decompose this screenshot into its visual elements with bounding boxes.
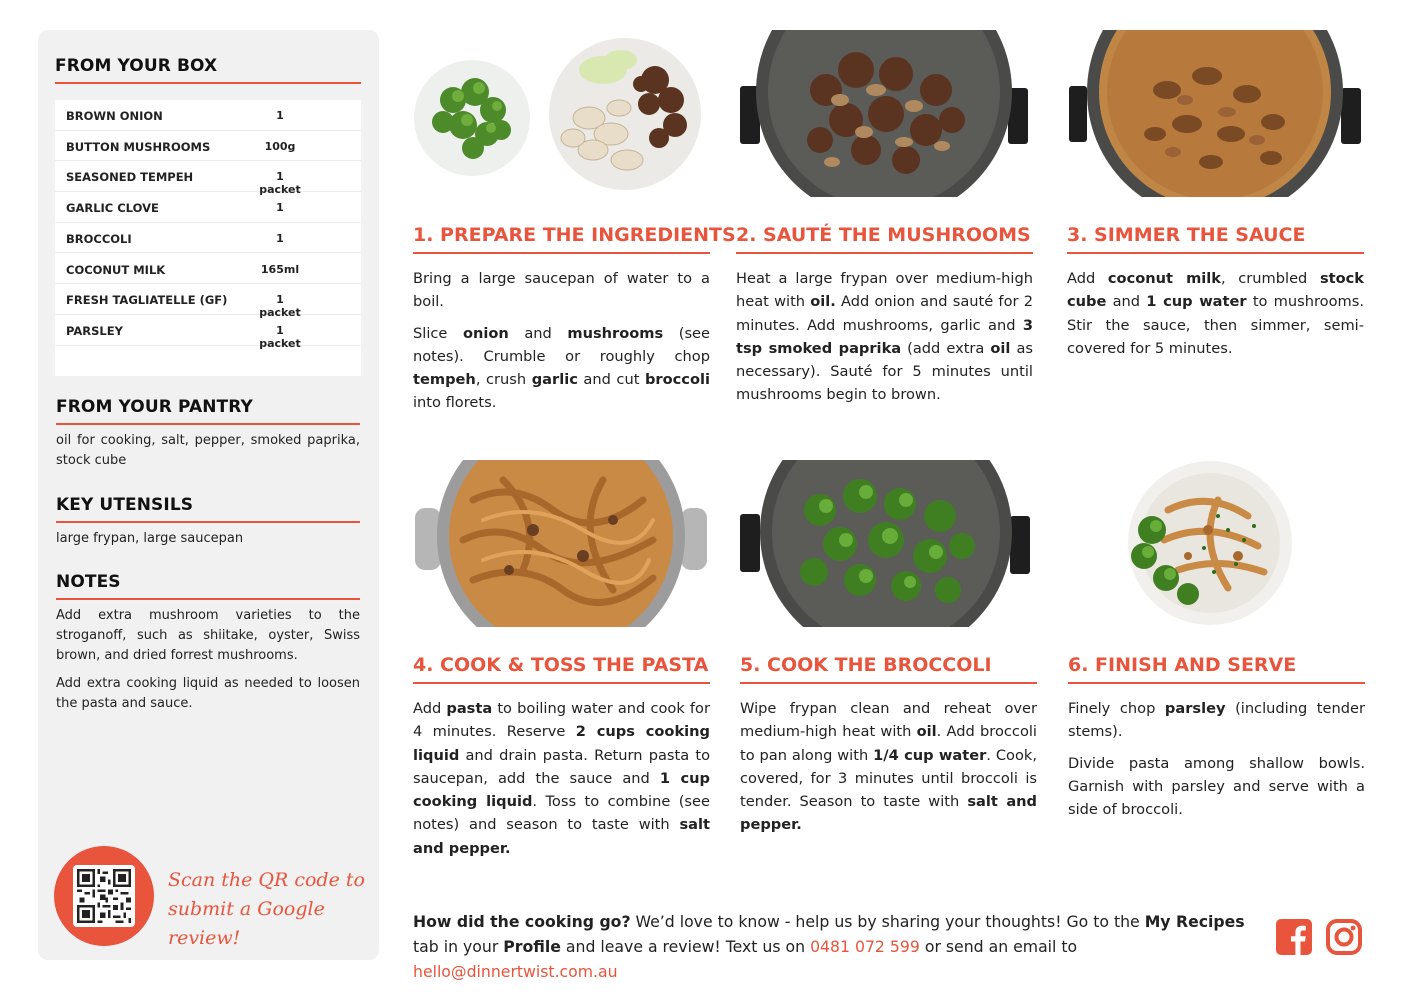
notes-text-1: Add extra mushroom varieties to the stroganoff, such as shiitake, oyster, Swiss brown, and dried forrest mushrooms. — [56, 608, 360, 663]
ingredient-qty: 1 — [276, 231, 284, 245]
step-3-title: 3. SIMMER THE SAUCE — [1067, 224, 1306, 246]
ingredient-qty: 1 packet — [259, 323, 301, 350]
step-3-para-1: Add coconut milk, crumbled stock cube and 1 cup water to mushrooms. Stir the sauce, then simmer, semi-covered for 5 minutes. — [1067, 270, 1364, 357]
step-3-rule — [1067, 252, 1364, 254]
step-3-body — [1067, 267, 1364, 368]
sidebar-panel — [38, 30, 379, 960]
ingredient-name: BROWN ONION — [66, 109, 163, 123]
qr-caption-line-1: Scan the QR code to — [168, 869, 365, 891]
step-2-rule — [736, 252, 1033, 254]
step-4-body — [413, 697, 710, 868]
step-4-rule — [413, 682, 710, 684]
step-6-body — [1068, 697, 1365, 829]
ingredient-qty: 1 — [276, 109, 284, 122]
step-6-rule — [1068, 682, 1365, 684]
step-5-para-1: Wipe frypan clean and reheat over medium-high heat with oil. Add broccoli to pan along with 1/4 cup water. Cook, covered, for 3 minutes until broccoli is tender. Season to taste with salt and pepper. — [740, 700, 1038, 834]
step-2-body — [736, 267, 1033, 415]
step-1-body — [413, 267, 710, 423]
ingredient-qty: 1 packet — [259, 293, 301, 320]
qr-code-icon[interactable] — [73, 865, 135, 927]
step-3-photo — [1067, 30, 1364, 197]
box-title: FROM YOUR BOX — [55, 56, 218, 76]
qr-caption-line-2: submit a Google review! — [168, 898, 325, 949]
step-2-photo — [736, 30, 1033, 197]
qr-badge — [54, 846, 154, 946]
phone-link[interactable]: 0481 072 599 — [810, 937, 920, 956]
step-6-para-2: Divide pasta among shallow bowls. Garnish with parsley and serve with a side of broccoli. — [1068, 754, 1365, 819]
notes-text-2: Add extra cooking liquid as needed to loosen the pasta and sauce. — [56, 676, 360, 711]
step-6-title: 6. FINISH AND SERVE — [1068, 654, 1297, 676]
box-title-rule — [55, 82, 361, 84]
pantry-title: FROM YOUR PANTRY — [56, 397, 253, 417]
table-row — [55, 100, 361, 131]
ingredient-qty: 165ml — [260, 262, 300, 276]
step-1-para-1: Bring a large saucepan of water to a boil. — [413, 270, 710, 311]
step-5-body — [740, 697, 1037, 845]
pantry-text: oil for cooking, salt, pepper, smoked paprika, stock cube — [56, 433, 360, 468]
table-row — [55, 131, 361, 162]
step-5-photo — [740, 460, 1037, 627]
ingredient-name: COCONUT MILK — [66, 262, 166, 277]
footer-review-text: How did the cooking go? We’d love to know - help us by sharing your thoughts! Go to the My Recipes tab in your Profile and leave a review! Text us on 0481 072 599 or send an email to hello@dinnertwist.com.au — [413, 912, 1245, 981]
ingredient-name: BUTTON MUSHROOMS — [66, 139, 211, 154]
ingredient-name: SEASONED TEMPEH — [66, 170, 194, 185]
ingredient-name: GARLIC CLOVE — [66, 201, 159, 216]
step-1-rule — [413, 252, 710, 254]
step-1-para-2: Slice onion and mushrooms (see notes). Crumble or roughly chop tempeh, crush garlic and cut broccoli into florets. — [413, 324, 710, 412]
email-link[interactable]: hello@dinnertwist.com.au — [413, 962, 618, 981]
ingredient-name: FRESH TAGLIATELLE (GF) — [66, 293, 228, 308]
step-2-para-1: Heat a large frypan over medium-high heat with oil. Add onion and sauté for 2 minutes. Add mushrooms, garlic and 3 tsp smoked paprika (add extra oil as necessary). Sauté for 5 minutes until mushrooms begin to brown. — [736, 270, 1034, 404]
step-4-title: 4. COOK & TOSS THE PASTA — [413, 654, 709, 676]
table-row — [55, 315, 361, 350]
table-row — [55, 161, 361, 197]
utensils-title: KEY UTENSILS — [56, 495, 194, 515]
table-row — [55, 284, 361, 320]
step-4-para-1: Add pasta to boiling water and cook for 4 minutes. Reserve 2 cups cooking liquid and drain pasta. Return pasta to saucepan, add the sauce and 1 cup cooking liquid. Toss to combine (see notes) and season to taste with salt and pepper. — [413, 700, 710, 857]
step-6-para-1: Finely chop parsley (including tender stems). — [1068, 700, 1365, 741]
ingredient-name: PARSLEY — [66, 323, 123, 338]
ingredient-qty: 1 packet — [259, 170, 301, 197]
table-row — [55, 254, 361, 285]
step-4-photo — [413, 460, 710, 627]
table-row — [55, 192, 361, 223]
step-5-title: 5. COOK THE BROCCOLI — [740, 654, 992, 676]
ingredient-name: BROCCOLI — [66, 231, 132, 246]
utensils-rule — [56, 521, 360, 523]
ingredient-qty: 100g — [264, 139, 296, 153]
ingredients-table — [55, 100, 361, 376]
step-6-photo — [1068, 460, 1365, 627]
qr-caption — [168, 866, 379, 953]
notes-rule — [56, 598, 360, 600]
facebook-icon[interactable] — [1276, 919, 1312, 955]
step-2-title: 2. SAUTÉ THE MUSHROOMS — [736, 224, 1031, 246]
utensils-text: large frypan, large saucepan — [56, 531, 244, 546]
step-5-rule — [740, 682, 1037, 684]
step-1-photo — [413, 30, 710, 197]
ingredient-qty: 1 — [276, 201, 284, 215]
instagram-icon[interactable] — [1326, 919, 1362, 955]
table-row — [55, 223, 361, 254]
step-1-title: 1. PREPARE THE INGREDIENTS — [413, 224, 736, 246]
pantry-rule — [56, 423, 360, 425]
notes-title: NOTES — [56, 572, 121, 592]
